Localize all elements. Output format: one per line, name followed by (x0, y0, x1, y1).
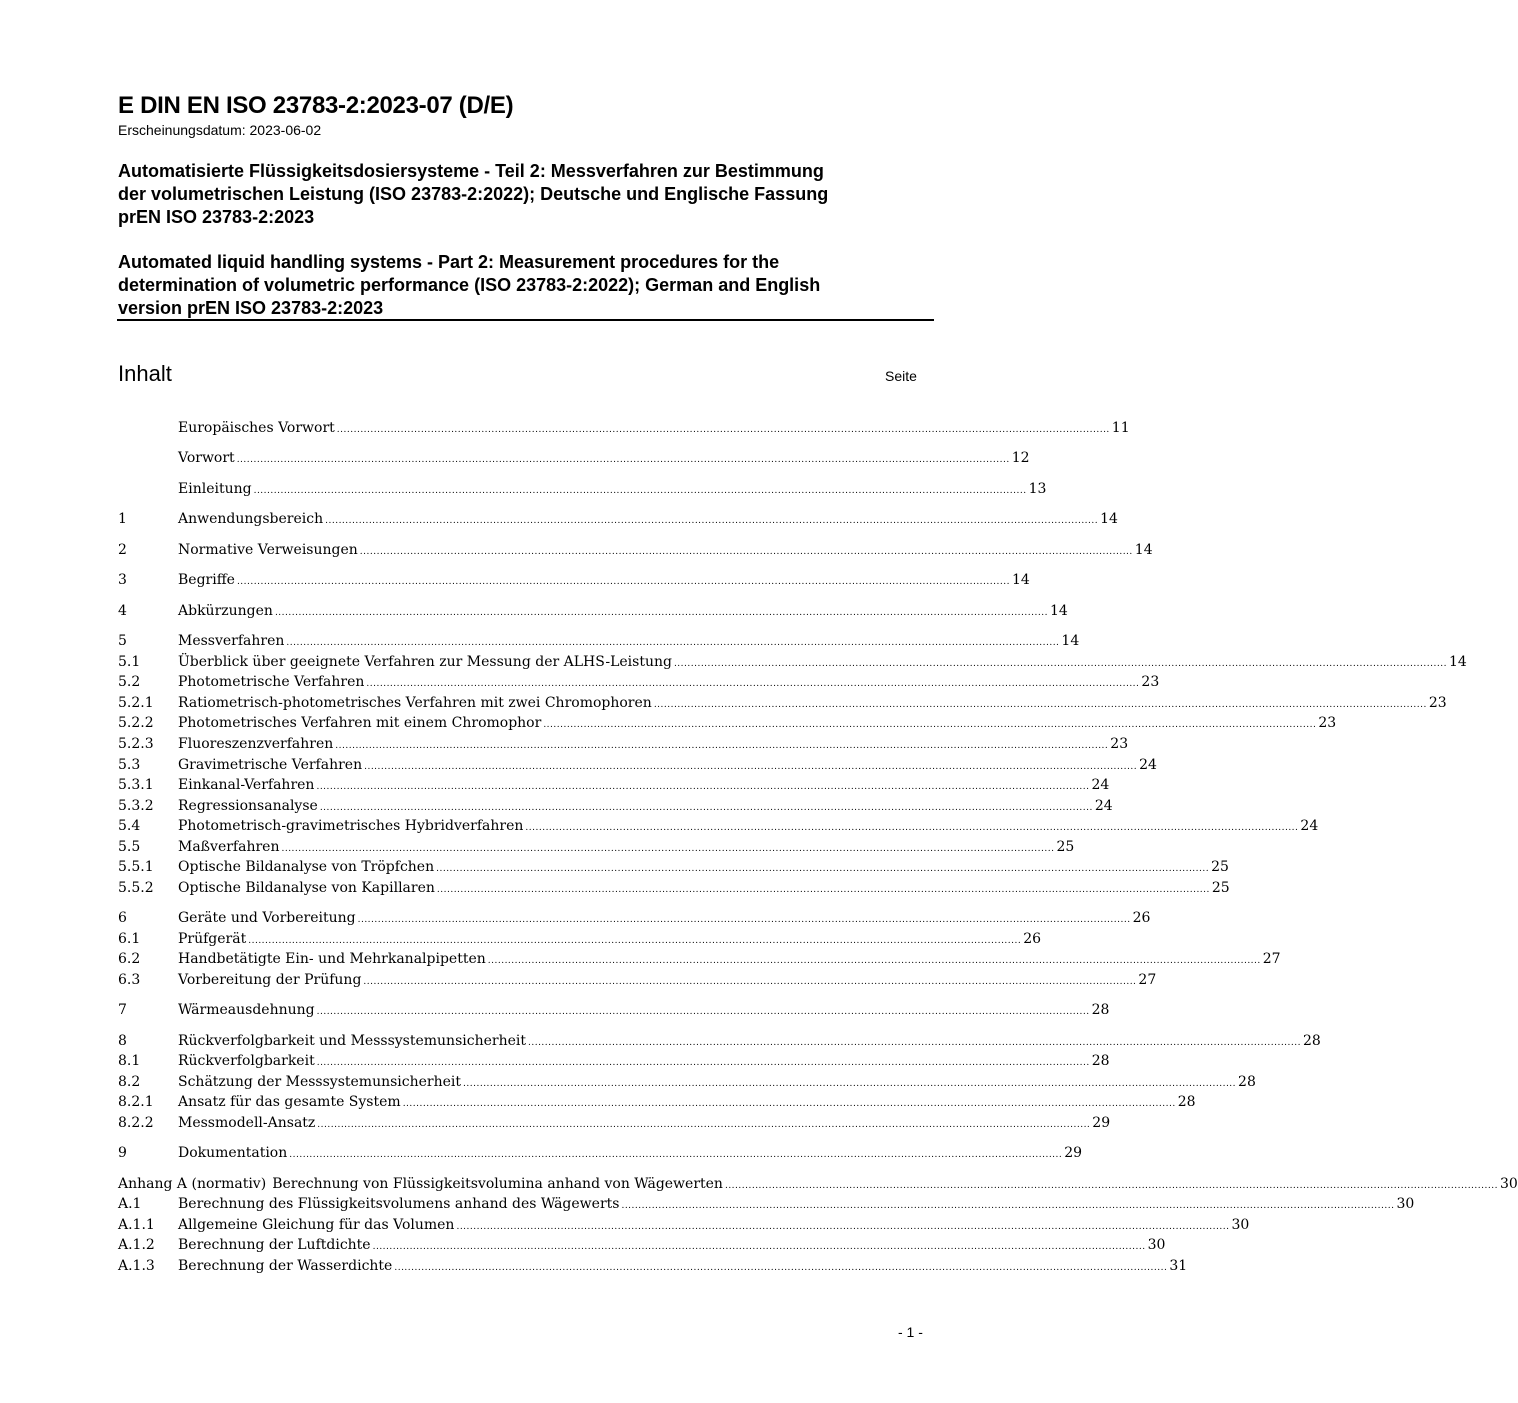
title-english-line: version prEN ISO 23783-2:2023 (118, 298, 384, 318)
toc-leader-dots (316, 775, 1089, 797)
toc-entry[interactable] (118, 631, 1080, 651)
toc-entry[interactable] (118, 857, 1229, 877)
toc-entry-page: 23 (1141, 674, 1160, 690)
toc-entry-number: A.1.3 (118, 1258, 155, 1274)
toc-entry[interactable] (118, 693, 1447, 713)
toc-entry-number: 5.2.1 (118, 695, 154, 711)
document-id: E DIN EN ISO 23783-2:2023-07 (D/E) (118, 92, 514, 119)
toc-entry[interactable] (118, 837, 1075, 857)
toc-entry-page: 24 (1139, 757, 1157, 773)
toc-entry-title: Begriffe (178, 572, 235, 588)
toc-entry-title: Photometrisch-gravimetrisches Hybridverfahren (178, 818, 524, 834)
title-english-line: determination of volumetric performance (ISO 23783-2:2022); German and English (118, 275, 821, 295)
toc-entry[interactable] (118, 479, 1047, 499)
toc-entry[interactable] (118, 908, 1151, 928)
toc-entry-page: 30 (1231, 1217, 1250, 1233)
release-date: Erscheinungsdatum: 2023-06-02 (118, 122, 322, 138)
toc-leader-dots (248, 929, 1021, 951)
toc-leader-dots (725, 1174, 1498, 1196)
toc-entry[interactable] (118, 878, 1230, 898)
toc-entry-number: 5 (118, 633, 127, 649)
toc-entry-title: Normative Verweisungen (178, 542, 358, 558)
toc-leader-dots (254, 479, 1027, 501)
toc-leader-dots (394, 1256, 1167, 1278)
toc-leader-dots (456, 1215, 1229, 1237)
toc-entry-page: 13 (1028, 481, 1047, 497)
toc-entry-number: 5.3 (118, 757, 141, 773)
toc-entry-title: Gravimetrische Verfahren (178, 757, 363, 773)
toc-leader-dots (364, 755, 1137, 777)
toc-entry-title: Berechnung von Flüssigkeitsvolumina anhand von Wägewerten (272, 1176, 723, 1192)
toc-leader-dots (317, 1113, 1090, 1135)
toc-entry-title: Photometrische Verfahren (178, 674, 365, 690)
toc-entry-number: 8.1 (118, 1053, 141, 1069)
toc-entry-page: 27 (1262, 951, 1281, 967)
toc-entry-number: 5.4 (118, 818, 141, 834)
toc-leader-dots (289, 1143, 1062, 1165)
toc-leader-dots (335, 734, 1108, 756)
toc-entry[interactable] (118, 1072, 1256, 1092)
toc-entry-number: 5.5.1 (118, 859, 154, 875)
toc-entry-title: Messverfahren (178, 633, 285, 649)
toc-leader-dots (437, 878, 1210, 900)
toc-entry-number: Anhang A (normativ) (118, 1176, 267, 1192)
toc-leader-dots (358, 908, 1131, 930)
toc-entry-number: A.1.2 (118, 1237, 155, 1253)
toc-leader-dots (463, 1072, 1236, 1094)
toc-entry-page: 24 (1300, 818, 1319, 834)
toc-leader-dots (317, 1051, 1090, 1073)
toc-entry-number: 8 (118, 1033, 127, 1049)
toc-entry[interactable] (118, 1113, 1111, 1133)
toc-entry-number: A.1 (118, 1196, 142, 1212)
toc-leader-dots (360, 540, 1133, 562)
toc-entry-title: Berechnung des Flüssigkeitsvolumens anhand des Wägewerts (178, 1196, 620, 1212)
toc-entry-title: Überblick über geeignete Verfahren zur Messung der ALHS-Leistung (178, 654, 672, 670)
toc-leader-dots (317, 1000, 1090, 1022)
page-number: - 1 - (898, 1324, 923, 1340)
toc-entry-title: Ansatz für das gesamte System (178, 1094, 401, 1110)
toc-entry[interactable] (118, 1092, 1196, 1112)
title-english-line: Automated liquid handling systems - Part 2: Measurement procedures for the (118, 252, 780, 272)
toc-entry-title: Optische Bildanalyse von Tröpfchen (178, 859, 435, 875)
toc-entry-number: 9 (118, 1145, 127, 1161)
toc-entry-number: 5.3.2 (118, 798, 154, 814)
toc-entry-page: 14 (1134, 542, 1153, 558)
toc-entry-title: Handbetätigte Ein- und Mehrkanalpipetten (178, 951, 486, 967)
toc-entry-number: 8.2.2 (118, 1115, 154, 1131)
toc-entry-page: 27 (1138, 972, 1157, 988)
title-german-line: prEN ISO 23783-2:2023 (118, 207, 315, 227)
toc-entry-title: Wärmeausdehnung (178, 1002, 315, 1018)
toc-entry[interactable] (118, 540, 1153, 560)
toc-entry[interactable] (118, 1256, 1188, 1276)
toc-entry[interactable] (118, 970, 1157, 990)
toc-entry-title: Schätzung der Messsystemunsicherheit (178, 1074, 462, 1090)
toc-entry-number: 2 (118, 542, 127, 558)
title-english (118, 251, 933, 320)
toc-entry[interactable] (118, 1194, 1415, 1214)
title-german-line: der volumetrischen Leistung (ISO 23783-2:2022); Deutsche und Englische Fassung (118, 184, 829, 204)
toc-entry[interactable] (118, 1215, 1250, 1235)
toc-leader-dots (325, 509, 1098, 531)
toc-entry-number: 5.1 (118, 654, 141, 670)
toc-entry-number: A.1.1 (118, 1217, 155, 1233)
toc-entry-number: 3 (118, 572, 127, 588)
toc-entry-page: 14 (1049, 603, 1068, 619)
toc-entry-number: 8.2.1 (118, 1094, 154, 1110)
toc-leader-dots (654, 693, 1427, 715)
toc-entry-page: 30 (1396, 1196, 1415, 1212)
toc-entry-title: Photometrisches Verfahren mit einem Chromophor (178, 715, 542, 731)
toc-entry-title: Rückverfolgbarkeit (178, 1053, 315, 1069)
toc-entry-number: 6.1 (118, 931, 141, 947)
toc-entry-number: 1 (118, 511, 127, 527)
toc-entry-page: 26 (1023, 931, 1042, 947)
toc-entry-page: 25 (1211, 859, 1229, 875)
toc-entry-title: Fluoreszenzverfahren (178, 736, 334, 752)
toc-entry[interactable] (118, 1000, 1110, 1020)
toc-leader-dots (320, 796, 1093, 818)
toc-entry[interactable] (118, 734, 1129, 754)
title-german-line: Automatisierte Flüssigkeitsdosiersysteme - Teil 2: Messverfahren zur Bestimmung (118, 161, 824, 181)
toc-entry-page: 29 (1064, 1145, 1083, 1161)
toc-entry[interactable] (118, 1143, 1083, 1163)
toc-entry-page: 24 (1091, 777, 1110, 793)
toc-entry-number: 5.2 (118, 674, 141, 690)
toc-leader-dots (543, 713, 1316, 735)
toc-entry[interactable] (118, 652, 1467, 672)
toc-entry-page: 25 (1056, 839, 1075, 855)
toc-entry-number: 4 (118, 603, 127, 619)
toc-entry-number: 8.2 (118, 1074, 141, 1090)
toc-entry-page: 14 (1448, 654, 1467, 670)
toc-entry-page: 30 (1147, 1237, 1166, 1253)
toc-leader-dots (373, 1235, 1146, 1257)
toc-entry-page: 28 (1091, 1002, 1110, 1018)
toc-entry-title: Rückverfolgbarkeit und Messsystemunsicherheit (178, 1033, 526, 1049)
toc-leader-dots (337, 418, 1110, 440)
toc-entry-page: 24 (1094, 798, 1113, 814)
toc-entry[interactable] (118, 601, 1068, 621)
toc-entry-title: Berechnung der Luftdichte (178, 1237, 371, 1253)
toc-entry[interactable] (118, 929, 1042, 949)
toc-entry[interactable] (118, 509, 1118, 529)
toc-leader-dots (403, 1092, 1176, 1114)
toc-entry-title: Berechnung der Wasserdichte (178, 1258, 393, 1274)
toc-leader-dots (275, 601, 1048, 623)
toc-entry[interactable] (118, 949, 1281, 969)
toc-entry-number: 5.2.2 (118, 715, 154, 731)
toc-entry-page: 25 (1211, 880, 1230, 896)
toc-entry[interactable] (118, 1051, 1110, 1071)
toc-entry[interactable] (118, 796, 1113, 816)
toc-entry-number: 7 (118, 1002, 127, 1018)
toc-entry-page: 11 (1111, 420, 1130, 436)
toc-entry[interactable] (118, 448, 1030, 468)
toc-entry[interactable] (118, 1174, 1518, 1194)
toc-entry-title: Vorbereitung der Prüfung (178, 972, 362, 988)
toc-leader-dots (237, 448, 1010, 470)
toc-entry-page: 14 (1061, 633, 1080, 649)
title-german (118, 160, 933, 229)
toc-entry-page: 29 (1092, 1115, 1111, 1131)
toc-entry-title: Allgemeine Gleichung für das Volumen (178, 1217, 455, 1233)
toc-entry-page: 26 (1132, 910, 1151, 926)
toc-entry-page: 23 (1318, 715, 1337, 731)
toc-leader-dots (366, 672, 1139, 694)
toc-entry-title: Regressionsanalyse (178, 798, 318, 814)
toc-leader-dots (525, 816, 1298, 838)
toc-leader-dots (237, 570, 1010, 592)
toc-leader-dots (286, 631, 1059, 653)
toc-entry-number: 5.5.2 (118, 880, 154, 896)
toc-entry-title: Prüfgerät (178, 931, 247, 947)
toc-entry-number: 6 (118, 910, 127, 926)
title-divider (117, 319, 934, 321)
toc-heading: Inhalt (118, 361, 172, 386)
toc-leader-dots (488, 949, 1261, 971)
toc-entry[interactable] (118, 570, 1030, 590)
toc-entry[interactable] (118, 755, 1157, 775)
toc-entry-title: Einkanal-Verfahren (178, 777, 315, 793)
toc-entry-number: 5.2.3 (118, 736, 154, 752)
toc-entry[interactable] (118, 1031, 1321, 1051)
toc-entry-page: 28 (1177, 1094, 1196, 1110)
toc-entry-number: 5.5 (118, 839, 141, 855)
toc-entry-page: 12 (1011, 450, 1030, 466)
toc-leader-dots (674, 652, 1447, 674)
toc-entry-title: Europäisches Vorwort (178, 420, 335, 436)
toc-entry-title: Geräte und Vorbereitung (178, 910, 356, 926)
toc-entry[interactable] (118, 713, 1337, 733)
toc-entry-page: 28 (1302, 1033, 1321, 1049)
toc-entry-title: Anwendungsbereich (178, 511, 324, 527)
toc-entry-title: Einleitung (178, 481, 252, 497)
toc-entry-page: 23 (1110, 736, 1129, 752)
toc-leader-dots (363, 970, 1136, 992)
toc-entry-title: Dokumentation (178, 1145, 288, 1161)
toc-leader-dots (281, 837, 1054, 859)
toc-entry-page: 28 (1238, 1074, 1256, 1090)
toc-leader-dots (621, 1194, 1394, 1216)
toc-entry[interactable] (118, 1235, 1166, 1255)
toc-entry-title: Ratiometrisch-photometrisches Verfahren mit zwei Chromophoren (178, 695, 652, 711)
toc-entry-title: Optische Bildanalyse von Kapillaren (178, 880, 435, 896)
toc-entry-page: 14 (1100, 511, 1118, 527)
toc-entry[interactable] (118, 418, 1130, 438)
toc-entry-number: 5.3.1 (118, 777, 154, 793)
toc-entry-page: 14 (1011, 572, 1030, 588)
toc-entry[interactable] (118, 672, 1160, 692)
toc-entry-title: Abkürzungen (178, 603, 273, 619)
toc-leader-dots (528, 1031, 1301, 1053)
toc-page-column-heading: Seite (885, 368, 917, 384)
toc-entry-page: 30 (1499, 1176, 1518, 1192)
toc-entry-page: 28 (1091, 1053, 1110, 1069)
toc-entry-number: 6.2 (118, 951, 141, 967)
toc-entry[interactable] (118, 775, 1110, 795)
toc-entry[interactable] (118, 816, 1319, 836)
toc-entry-page: 23 (1428, 695, 1447, 711)
toc-entry-title: Messmodell-Ansatz (178, 1115, 316, 1131)
toc-entry-page: 31 (1169, 1258, 1188, 1274)
toc-entry-number: 6.3 (118, 972, 141, 988)
toc-leader-dots (436, 857, 1209, 879)
toc-entry-title: Vorwort (178, 450, 235, 466)
toc-entry-title: Maßverfahren (178, 839, 280, 855)
